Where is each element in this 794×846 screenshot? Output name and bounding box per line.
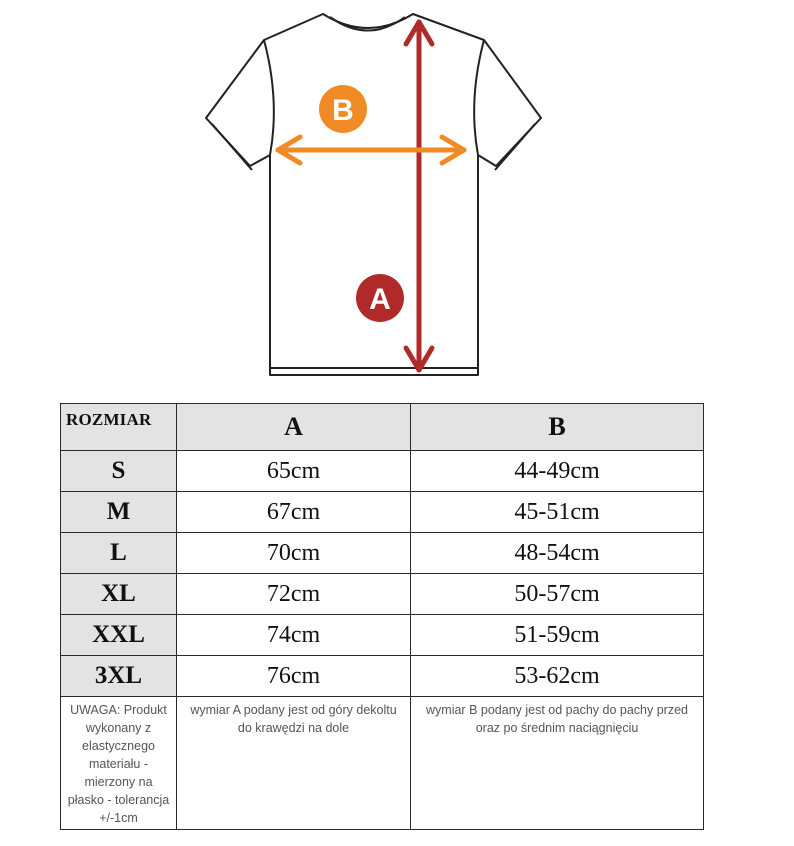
size-cell: S [61,451,177,492]
value-a-cell: 74cm [177,615,411,656]
table-row [61,615,704,656]
header-col-a: A [177,404,411,451]
note-b: wymiar B podany jest od pachy do pachy przed oraz po średnim naciągnięciu [411,697,704,830]
value-b-cell: 50-57cm [411,574,704,615]
value-a-cell: 65cm [177,451,411,492]
table-row [61,451,704,492]
size-cell: XXL [61,615,177,656]
note-a: wymiar A podany jest od góry dekoltu do krawędzi na dole [177,697,411,830]
value-b-cell: 45-51cm [411,492,704,533]
notes-row [61,697,704,830]
table-row [61,492,704,533]
value-b-cell: 51-59cm [411,615,704,656]
value-b-cell: 53-62cm [411,656,704,697]
value-b-cell: 44-49cm [411,451,704,492]
value-b-cell: 48-54cm [411,533,704,574]
size-cell: M [61,492,177,533]
badge-b [319,85,367,133]
header-size-label: ROZMIAR [61,404,177,451]
header-col-b: B [411,404,704,451]
value-a-cell: 67cm [177,492,411,533]
size-cell: 3XL [61,656,177,697]
table-row [61,533,704,574]
size-cell: XL [61,574,177,615]
table-header-row [61,404,704,451]
note-general: UWAGA: Produkt wykonany z elastycznego materiału - mierzony na płasko - tolerancja +/-1cm [61,697,177,830]
badge-a [356,274,404,322]
value-a-cell: 76cm [177,656,411,697]
badge-a-label: A [369,283,391,316]
value-a-cell: 70cm [177,533,411,574]
size-cell: L [61,533,177,574]
badge-b-label: B [332,94,354,127]
table-row [61,656,704,697]
tshirt-diagram [0,0,794,395]
value-a-cell: 72cm [177,574,411,615]
size-table [60,403,704,830]
table-row [61,574,704,615]
